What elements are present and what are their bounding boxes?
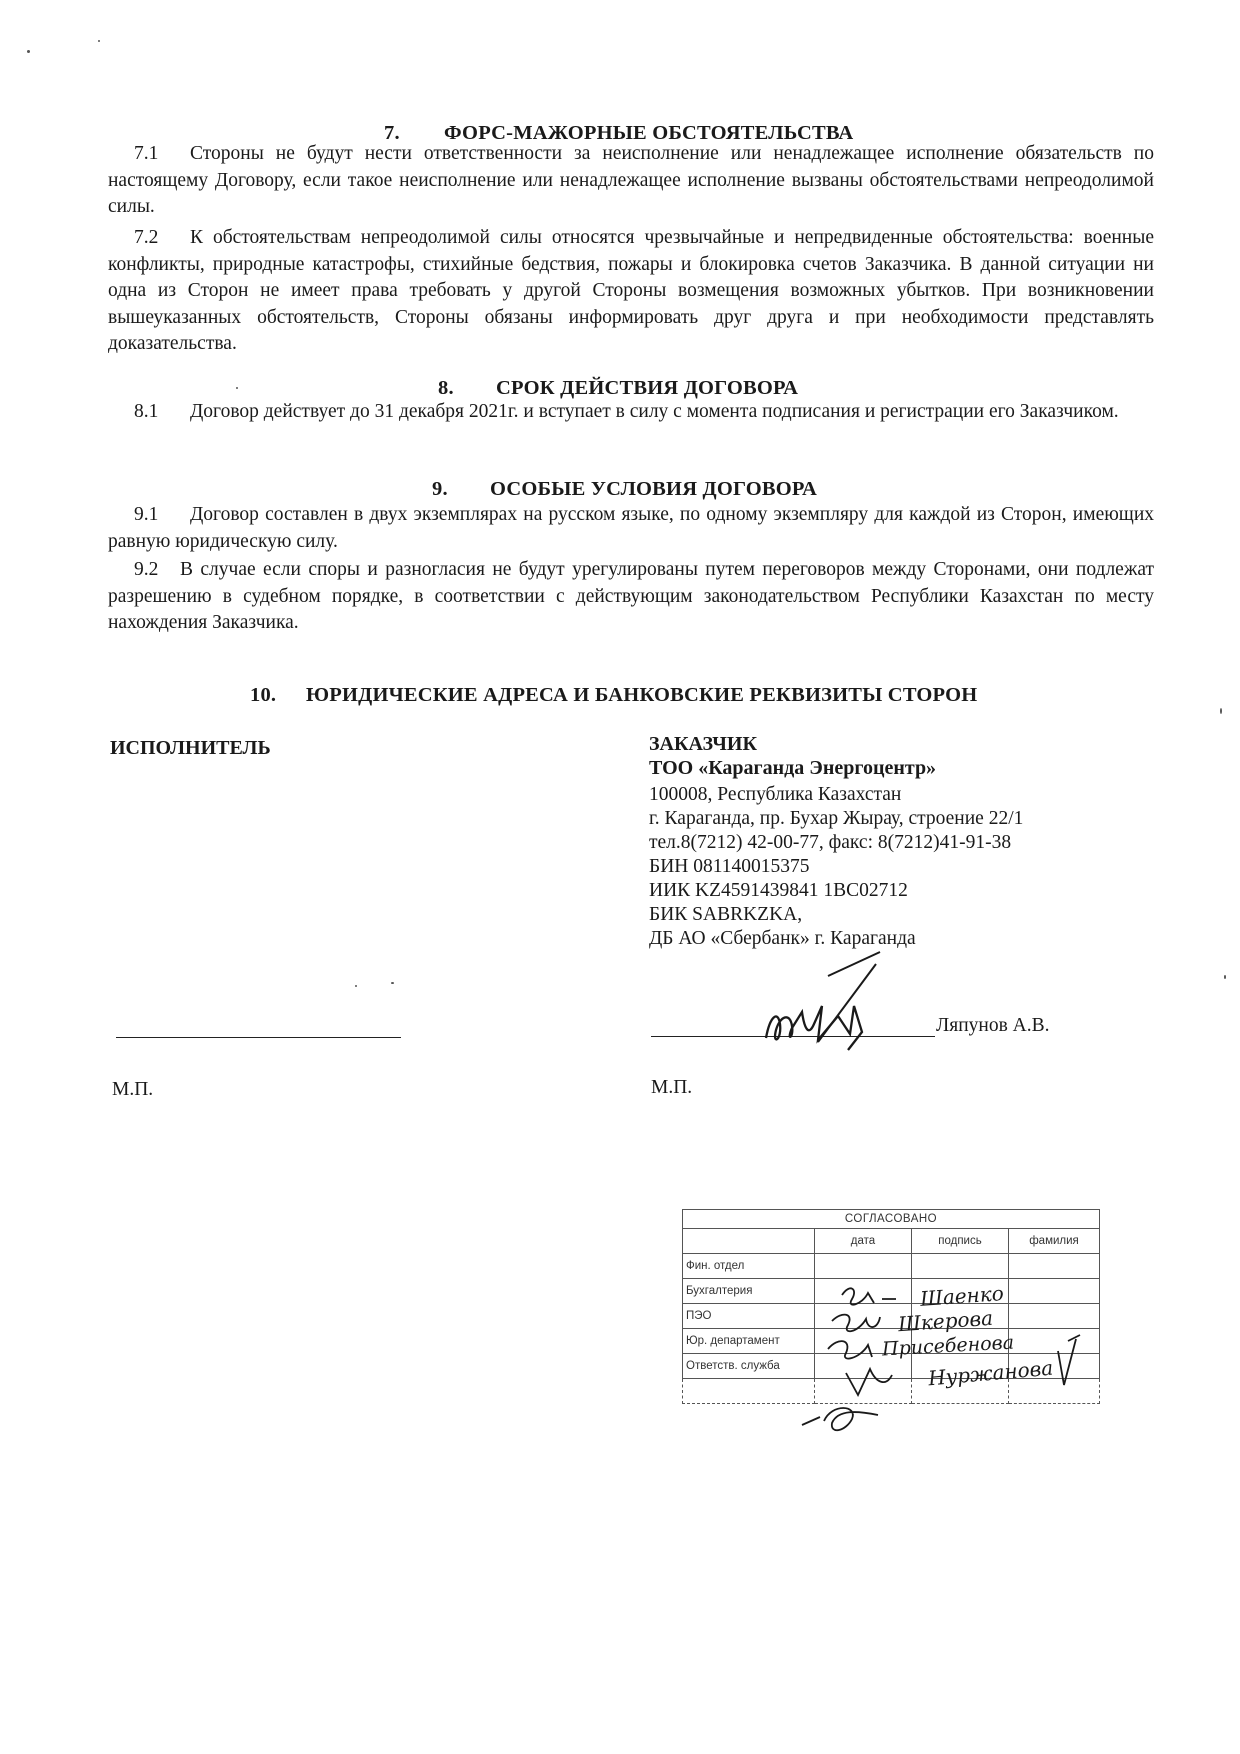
customer-bik: БИК SABRKZKA,	[649, 904, 803, 925]
executor-stamp-mark: М.П.	[112, 1079, 154, 1100]
approval-title: СОГЛАСОВАНО	[683, 1210, 1100, 1229]
section-title: СРОК ДЕЙСТВИЯ ДОГОВОРА	[496, 377, 799, 399]
customer-address-line: 100008, Республика Казахстан	[649, 784, 902, 805]
approval-row-label: ПЭО	[683, 1304, 815, 1329]
approval-row-label: Бухгалтерия	[683, 1279, 815, 1304]
clause	[108, 502, 1154, 555]
section-title: ФОРС-МАЖОРНЫЕ ОБСТОЯТЕЛЬСТВА	[444, 122, 854, 144]
clause	[108, 141, 1154, 221]
clause-number: 8.1	[134, 401, 159, 422]
section-number: 8.	[438, 377, 454, 399]
section-title: ОСОБЫЕ УСЛОВИЯ ДОГОВОРА	[490, 478, 817, 500]
handwritten-name: Присебенова	[881, 1331, 1015, 1361]
scan-speck	[98, 40, 100, 42]
customer-stamp-mark: М.П.	[651, 1077, 693, 1098]
customer-phone-line: тел.8(7212) 42-00-77, факс: 8(7212)41-91-38	[649, 832, 1012, 853]
clause-number: 9.2	[134, 559, 159, 580]
section-title: ЮРИДИЧЕСКИЕ АДРЕСА И БАНКОВСКИЕ РЕКВИЗИТЫ СТОРОН	[306, 684, 978, 706]
customer-bank: ДБ АО «Сбербанк» г. Караганда	[649, 928, 916, 949]
customer-bin: БИН 081140015375	[649, 856, 810, 877]
scan-speck	[1224, 975, 1226, 979]
handwritten-name: Нуржанова	[927, 1355, 1055, 1391]
clause-text: К обстоятельствам непреодолимой силы относятся чрезвычайные и непредвиденные обстоятельства: военные конфликты, природные катастрофы, стихийные бедствия, пожары и блокировка счетов Заказчика. В данной ситуации ни одна из Сторон не имеет права требовать у другой Стороны возмещения возможных убытков. При возникновении вышеуказанных обстоятельств, Стороны обязаны информировать друг друга и при необходимости представлять доказательства.	[108, 227, 1154, 354]
section-number: 10.	[250, 684, 277, 706]
handwritten-name: Шкерова	[897, 1305, 994, 1337]
clause-number: 7.2	[134, 227, 159, 248]
section-heading	[250, 684, 977, 707]
scan-speck	[391, 982, 394, 984]
clause-text: Договор составлен в двух экземплярах на русском языке, по одному экземпляру для каждой из Сторон, имеющих равную юридическую силу.	[108, 504, 1154, 552]
customer-signature	[758, 946, 898, 1056]
customer-iik: ИИК KZ4591439841 1BC02712	[649, 880, 908, 901]
clause	[108, 225, 1154, 358]
clause	[108, 557, 1154, 637]
clause-text: В случае если споры и разногласия не будут урегулированы путем переговоров между Сторонами, они подлежат разрешению в судебном порядке, в соответствии с действующим законодательством Республики Казахстан по месту нахождения Заказчика.	[108, 559, 1154, 633]
section-number: 9.	[432, 478, 448, 500]
customer-signatory: Ляпунов А.В.	[936, 1015, 1050, 1036]
section-heading	[438, 377, 798, 400]
approval-header-signature: подпись	[912, 1229, 1009, 1254]
approval-stamp	[682, 1209, 1100, 1431]
section-heading	[432, 478, 817, 501]
clause	[108, 399, 1154, 426]
approval-handwriting	[682, 1209, 1100, 1431]
clause-text: Договор действует до 31 декабря 2021г. и вступает в силу с момента подписания и регистрации его Заказчиком.	[190, 401, 1119, 422]
clause-number: 9.1	[134, 504, 159, 525]
scan-speck	[355, 985, 357, 987]
executor-signature-line	[116, 1037, 401, 1038]
approval-row-label: Фин. отдел	[683, 1254, 815, 1279]
handwritten-name: Шаенко	[919, 1281, 1005, 1311]
scan-speck	[236, 387, 238, 389]
clause-text: Стороны не будут нести ответственности за неисполнение или ненадлежащее исполнение обязательств по настоящему Договору, если такое неисполнение или ненадлежащее исполнение вызваны обстоятельствами непреодолимой силы.	[108, 143, 1154, 217]
scan-speck	[27, 50, 30, 53]
customer-company: ТОО «Караганда Энергоцентр»	[649, 757, 937, 779]
executor-label: ИСПОЛНИТЕЛЬ	[110, 737, 271, 759]
customer-label: ЗАКАЗЧИК	[649, 733, 757, 755]
approval-header-date: дата	[815, 1229, 912, 1254]
approval-row-label: Ответств. служба	[683, 1354, 815, 1379]
approval-row-label: Юр. департамент	[683, 1329, 815, 1354]
approval-header-surname: фамилия	[1009, 1229, 1100, 1254]
section-number: 7.	[384, 122, 400, 144]
clause-number: 7.1	[134, 143, 159, 164]
scan-speck	[1220, 708, 1222, 714]
customer-address-line: г. Караганда, пр. Бухар Жырау, строение 22/1	[649, 808, 1024, 829]
